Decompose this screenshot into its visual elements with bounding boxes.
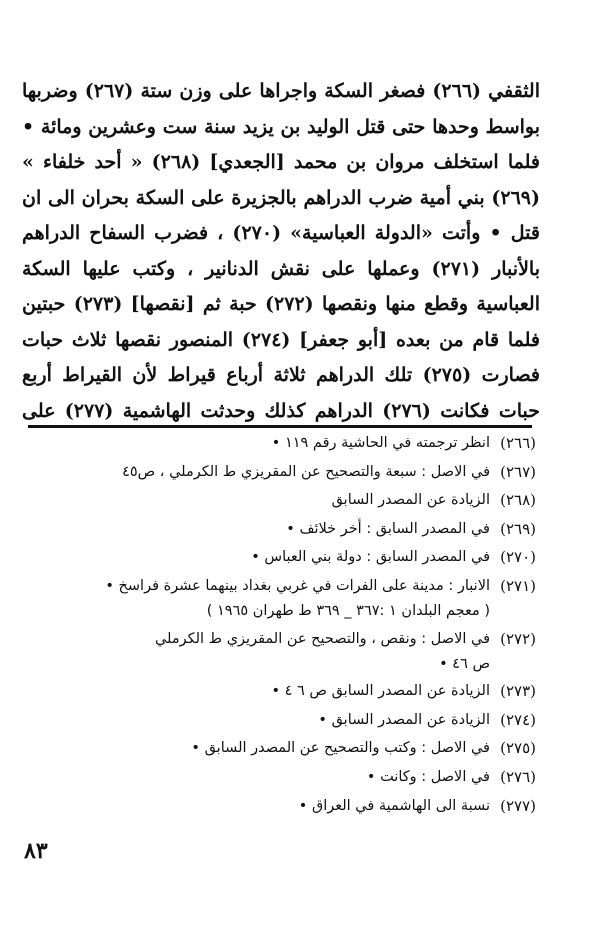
footnote-number: (٢٧١) [500,576,536,595]
footnote-text: نسبة الى الهاشمية في العراق • [298,797,490,814]
footnote [24,678,536,704]
main-text [22,74,540,429]
text-line-5: قتل • وأتت «الدولة العباسية» (٢٧٠) ، فضرب السفاح الدراهم [22,222,540,244]
footnote [24,573,536,623]
footnote-text: في الاصل : وكتب والتصحيح عن المصدر السابق • [191,740,490,757]
text-line-3: فلما استخلف مروان بن محمد [الجعدي] (٢٦٨) « أحد خلفاء » [22,151,540,173]
footnote [24,487,536,513]
footnote [24,735,536,761]
footnote-text-line-1: الانبار : مدينة على الفرات في غربي بغداد بينهما عشرة فراسخ • [105,577,490,594]
footnotes [24,430,536,821]
footnote-text: في الاصل : وكانت • [366,768,490,785]
footnote-text: الزيادة عن المصدر السابق • [318,711,490,728]
text-line-10: حبات فكانت (٢٧٦) الدراهم كذلك وحدثت الهاشمية (٢٧٧) على [22,399,540,422]
footnote [24,516,536,542]
text-line-2: بواسط وحدها حتى قتل الوليد بن يزيد سنة ست وعشرين ومائة • [22,115,540,138]
footnote-number: (٢٧٠) [500,548,536,567]
footnote-text-line-2: ص ٤٦ • [439,655,490,672]
footnote [24,459,536,485]
footnote-text [24,626,490,676]
text-line-8: فلما قام من بعده [أبو جعفر] (٢٧٤) المنصور نقصها ثلاث حبات [22,328,540,351]
footnote-number: (٢٦٩) [500,519,536,538]
footnote-number: (٢٧٧) [500,796,536,815]
footnote [24,793,536,819]
footnote-text-line-1: في الاصل : ونقص ، والتصحيح عن المقريزي ط الكرملي [154,630,490,647]
footnote-number: (٢٧٢) [500,629,536,648]
page-number: ٨٣ [24,838,48,864]
footnote-number: (٢٧٣) [500,682,536,701]
footnote-number: (٢٧٤) [500,710,536,729]
text-line-4: (٢٦٩) بني أمية ضرب الدراهم بالجزيرة على السكة بحران الى ان [22,186,540,209]
footnote-number: (٢٧٦) [500,767,536,786]
footnote-text-line-2: ( معجم البلدان ١ :٣٦٧ _ ٣٦٩ ط طهران ١٩٦٥ ) [206,602,490,619]
text-line-6: بالأنبار (٢٧١) وعملها على نقش الدنانير ، وكتب عليها السكة [22,257,540,280]
footnote-number: (٢٦٨) [500,491,536,510]
footnote-text [24,573,490,623]
footnote-text: في الاصل : سبعة والتصحيح عن المقريزي ط الكرملي ، ص٤٥ [122,463,490,480]
footnote-number: (٢٦٧) [500,462,536,481]
footnote-number: (٢٦٦) [500,434,536,452]
footnote-text: الزيادة عن المصدر السابق [331,492,490,509]
footnote [24,764,536,790]
footnote-divider [28,425,532,428]
footnote [24,544,536,570]
footnote [24,707,536,733]
footnote [24,430,536,456]
text-line-7: العباسية وقطع منها ونقصها (٢٧٢) حبة ثم [نقصها] (٢٧٣) حبتين [22,293,540,315]
footnote-text: في المصدر السابق : دولة بني العباس • [251,549,490,566]
footnote-text: انظر ترجمته في الحاشية رقم ١١٩ • [271,435,490,451]
footnote-number: (٢٧٥) [500,739,536,758]
footnote-text: الزيادة عن المصدر السابق ص ٦ ٤ • [271,683,490,700]
footnote-text: في المصدر السابق : أخر خلائف • [286,520,490,537]
footnote [24,626,536,676]
text-line-9: فصارت (٢٧٥) تلك الدراهم ثلاثة أرباع قيراط لأن القيراط أربع [22,364,540,386]
text-line-1: الثقفي (٢٦٦) فصغر السكة واجراها على وزن ستة (٢٦٧) وضربها [22,80,540,102]
